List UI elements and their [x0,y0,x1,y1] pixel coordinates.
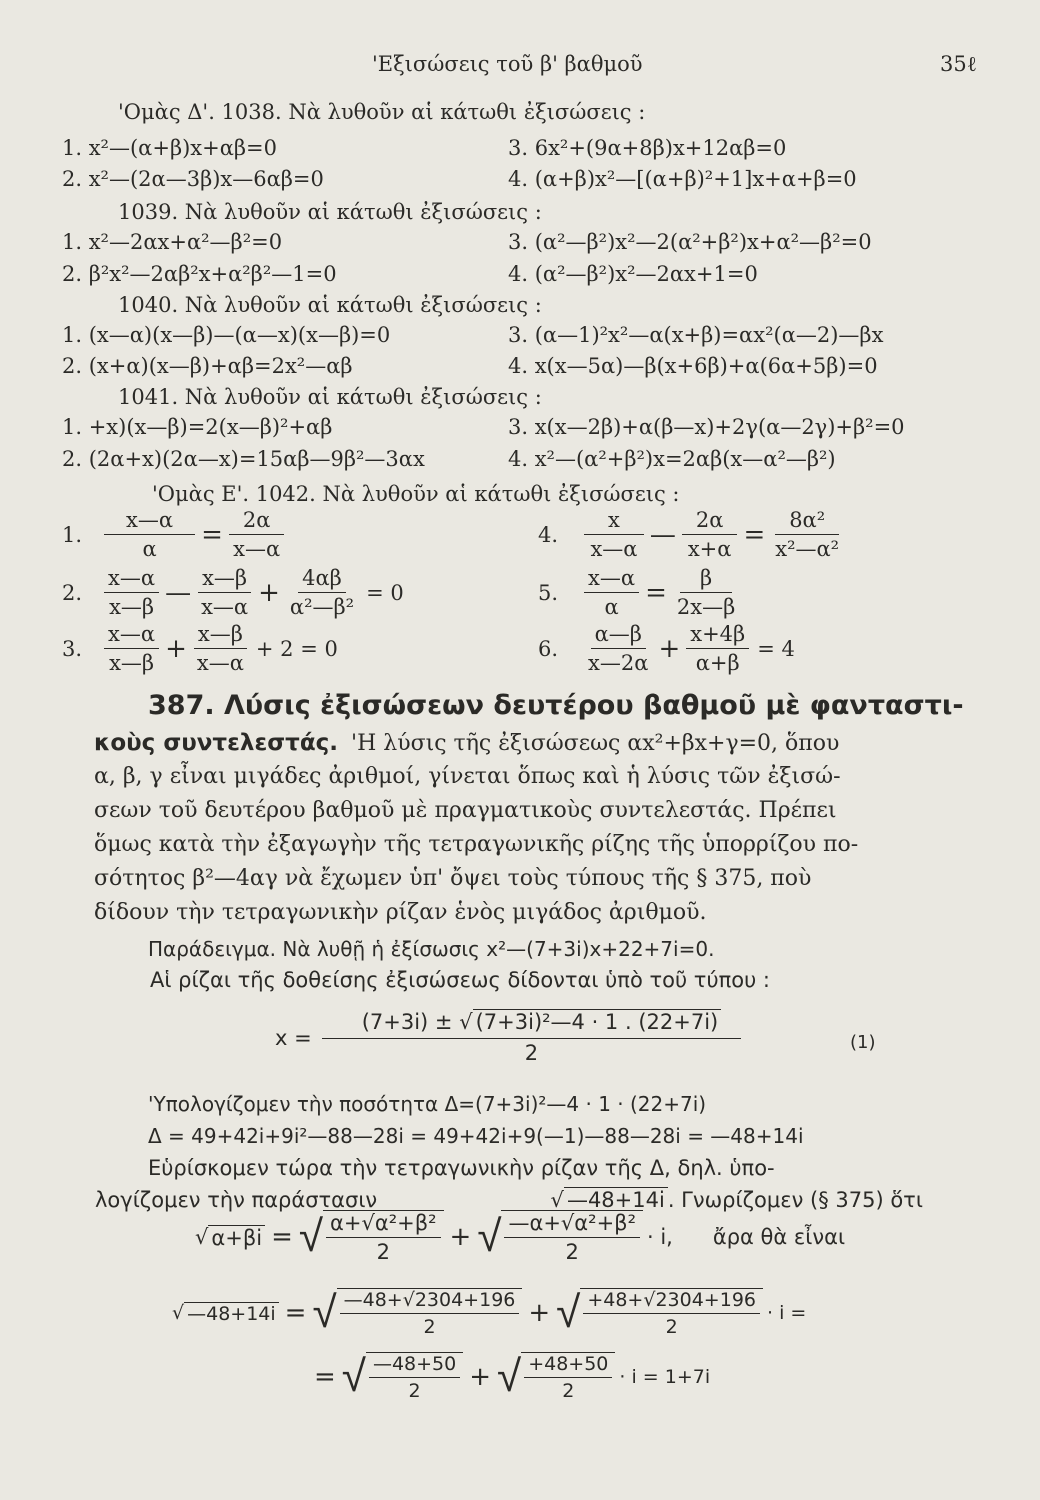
eq-tail: + 2 = 0 [255,636,338,661]
numerator: —α+√α²+β² [504,1211,640,1238]
expression-continuation: . Γνωρίζομεν (§ 375) ὅτι [667,1188,923,1212]
denominator: α [142,537,157,561]
denominator: x—α [196,651,244,675]
imaginary-factor: · i, [646,1225,673,1249]
fraction [580,1288,763,1338]
fraction [104,622,159,675]
eq-tail: = 0 [366,580,404,605]
compute-delta-line: 'Υπολογίζομεν τὴν ποσότητα Δ=(7+3i)²—4 · 1 · (22+7i) [148,1092,707,1116]
numerator: x—α [104,622,159,649]
denominator: α²—β² [289,595,355,619]
denominator: α+β [695,651,740,675]
radicand: (7+3i)²—4 · 1 . (22+7i) [473,1009,722,1034]
numerator: —48+√2304+196 [340,1289,520,1314]
section-paragraph-line-3: σεων τοῦ δευτέρου βαθμοῦ μὲ πραγματικοὺς συντελεστάς. Πρέπει [94,798,837,823]
numerator: α—β [591,622,646,649]
numerator: 2α [229,508,285,535]
heading-1039: 1039. Νὰ λυθοῦν αἱ κάτωθι ἐξισώσεις : [118,200,542,224]
fraction [229,508,285,561]
denominator: x—α [201,595,249,619]
exercise-1038-4: 4. (α+β)x²—[(α+β)²+1]x+α+β=0 [508,167,857,191]
numerator: 2α [682,508,738,535]
numerator: —48+50 [369,1353,460,1378]
fraction [286,566,358,619]
eq-number: 3. [62,636,83,661]
section-title-line-2: κοὺς συντελεστάς. [94,730,339,756]
fraction-equation-3: 3. $\frac{x—\alpha}{x—\beta}$ + $\frac{x—\beta}{x—\alpha}$ + 2 = 0 [62,622,338,675]
fraction [366,1352,463,1402]
exercise-1039-1: 1. x²—2αx+α²—β²=0 [62,230,283,254]
section-paragraph-line-1 [94,730,839,756]
exercise-1041-1: 1. +x)(x—β)=2(x—β)²+αβ [62,415,333,439]
exercise-1039-3: 3. (α²—β²)x²—2(α²+β²)x+α²—β²=0 [508,230,872,254]
fraction [682,508,738,561]
fraction-equation-6: 6. $\frac{\alpha—\beta}{x—2\alpha}$ + $\frac{x+4\beta}{\alpha+\beta}$ = 4 [538,622,795,675]
denominator: x—β [109,651,155,675]
radicand: —48+14i [184,1302,279,1325]
equation-label: (1) [850,1032,876,1053]
radical-sign-icon: √ [195,1225,209,1249]
fraction [104,508,195,561]
fraction [686,622,749,675]
fraction [197,566,252,619]
numerator: x—α [104,566,159,593]
denominator: x—2α [588,651,649,675]
general-root-formula: √ α+βi = √ $\frac{\text{α+√α²+β²}}{2}$ + √ $\frac{\text{—α+√α²+β²}}{2}$ · i, ἄρα θὰ εἶναι [195,1211,846,1264]
denominator: 2x—β [676,595,736,619]
denominator: 2 [562,1380,575,1402]
fraction [584,566,639,619]
group-d-intro: 'Ομὰς Δ'. 1038. Νὰ λυθοῦν αἱ κάτωθι ἐξισώσεις : [118,100,646,124]
denominator: x—β [109,595,155,619]
exercise-1039-2: 2. β²x²—2αβ²x+α²β²—1=0 [62,262,337,286]
fraction [584,622,652,675]
example-roots-intro: Αἱ ρίζαι τῆς δοθείσης ἐξισώσεως δίδονται ὑπὸ τοῦ τύπου : [150,968,770,992]
numerator: x+4β [686,622,749,649]
radical-sign-icon: √ [298,1211,324,1262]
eq-number: 1. [62,522,83,547]
numerator: x—α [104,508,195,535]
denominator: 2 [423,1316,436,1338]
numerator: x—α [584,566,639,593]
radical-sign-icon: √ [172,1302,185,1324]
radical-sign-icon: √ [556,1287,581,1338]
section-paragraph-line-5: σότητος β²—4αγ νὰ ἔχωμεν ὑπ' ὄψει τοὺς τύπους τῆς § 375, ποὺ [94,866,812,891]
numerator: +48+50 [524,1353,612,1378]
denominator: 2 [408,1380,421,1402]
exercise-1040-3: 3. (α—1)²x²—α(x+β)=αx²(α—2)—βx [508,323,884,347]
result-tail: · i = 1+7i [619,1366,711,1388]
fraction [323,1210,444,1264]
denominator: 2 [524,1041,539,1065]
paragraph-text: 'Η λύσις τῆς ἐξισώσεως αx²+βx+γ=0, ὅπου [351,731,840,756]
heading-1041: 1041. Νὰ λυθοῦν αἱ κάτωθι ἐξισώσεις : [118,385,542,409]
therefore-text: ἄρα θὰ εἶναι [712,1225,846,1249]
eq-number: 6. [538,636,559,661]
numerator: x [584,508,644,535]
denominator: x—α [590,537,638,561]
numerator-prefix: (7+3i) ± [361,1010,453,1034]
radical-sign-icon: √ [477,1211,502,1262]
fraction [501,1210,643,1264]
exercise-1041-3: 3. x(x—2β)+α(β—x)+2γ(α—2γ)+β²=0 [508,415,905,439]
numerator: α+√α²+β² [326,1211,441,1238]
radicand: —48+14i [564,1187,668,1212]
exercise-1038-3: 3. 6x²+(9α+8β)x+12αβ=0 [508,136,787,160]
exercise-1040-4: 4. x(x—5α)—β(x+6β)+α(6α+5β)=0 [508,354,878,378]
exercise-1041-2: 2. (2α+x)(2α—x)=15αβ—9β²—3αx [62,447,425,471]
denominator: x—α [233,537,281,561]
fraction [584,508,644,561]
eq-tail: = 4 [757,636,795,661]
x-equals: x = [275,1025,312,1050]
final-root-result: = √ $\frac{—48+50}{2}$ + √ $\frac{+48+50}{2}$ · i = 1+7i [314,1351,711,1402]
radical-sign-icon: √ [459,1010,473,1034]
roots-formula [275,1010,741,1065]
radical-sign-icon: √ [550,1188,564,1212]
denominator: x²—α² [775,537,840,561]
eq-number: 2. [62,580,83,605]
exercise-1039-4: 4. (α²—β²)x²—2αx+1=0 [508,262,758,286]
numerator: x—β [198,566,251,593]
section-paragraph-line-2: α, β, γ εἶναι μιγάδες ἀριθμοί, γίνεται ὅπως καὶ ἡ λύσις τῶν ἐξισώ- [94,764,841,789]
fraction-equation-1: 1. $\frac{x—\alpha}{\alpha}$ = $\frac{2\alpha}{x—\alpha}$ [62,508,284,561]
section-paragraph-line-6: δίδουν τὴν τετραγωνικὴν ρίζαν ἑνὸς μιγάδος ἀριθμοῦ. [94,900,707,925]
numerator: 4αβ [298,566,346,593]
page-header-title: 'Εξισώσεις τοῦ β' βαθμοῦ [372,52,643,76]
concrete-root-formula: √ —48+14i = √ $\frac{—48+√2304+196}{2}$ + √ $\frac{+48+√2304+196}{2}$ · i = [172,1287,807,1338]
example-heading: Παράδειγμα. Νὰ λυθῇ ἡ ἐξίσωσις x²—(7+3i)x+22+7i=0. [148,937,715,961]
numerator: +48+√2304+196 [583,1289,760,1314]
exercise-1040-1: 1. (x—α)(x—β)—(α—x)(x—β)=0 [62,323,391,347]
exercise-1041-4: 4. x²—(α²+β²)x=2αβ(x—α²—β²) [508,447,836,471]
numerator: β [680,566,732,593]
fraction [673,566,739,619]
section-title-line-1: 387. Λύσις ἐξισώσεων δευτέρου βαθμοῦ μὲ φανταστι- [148,690,964,721]
fraction-equation-2: 2. $\frac{x—\alpha}{x—\beta}$ — $\frac{x—\beta}{x—\alpha}$ + $\frac{4\alpha\beta}{\text{α²—β²}}$ = 0 [62,566,404,619]
exercise-1038-2: 2. x²—(2α—3β)x—6αβ=0 [62,167,324,191]
denominator: 2 [665,1316,678,1338]
radical-sign-icon: √ [497,1351,522,1402]
fraction-equation-4: 4. $\frac{x}{x—\alpha}$ — $\frac{2\alpha}{x+\alpha}$ = $\frac{\text{8α²}}{\text{x²—α²}}$ [538,508,843,561]
delta-expansion-line: Δ = 49+42i+9i²—88—28i = 49+42i+9(—1)—88—28i = —48+14i [148,1124,804,1148]
denominator: 2 [565,1240,579,1264]
denominator: α [604,595,619,619]
fraction [337,1288,523,1338]
radicand: α+βi [208,1225,265,1250]
eq-number: 4. [538,522,559,547]
denominator: 2 [376,1240,390,1264]
denominator: x+α [687,537,732,561]
imaginary-factor: · i = [767,1302,807,1324]
group-e-intro: 'Ομὰς Ε'. 1042. Νὰ λυθοῦν αἱ κάτωθι ἐξισώσεις : [152,482,680,506]
fraction [322,1010,742,1065]
section-paragraph-line-4: ὅμως κατὰ τὴν ἐξαγωγὴν τῆς τετραγωνικῆς ρίζης τῆς ὑπορρίζου πο- [94,832,859,857]
fraction-equation-5: 5. $\frac{x—\alpha}{\alpha}$ = $\frac{\beta}{2x—\beta}$ [538,566,739,619]
fraction [771,508,843,561]
fraction [104,566,159,619]
page-number: 35ℓ [940,52,977,76]
numerator [322,1010,742,1039]
radical-sign-icon: √ [312,1287,337,1338]
find-root-line: Εὑρίσκομεν τώρα τὴν τετραγωνικὴν ρίζαν τῆς Δ, δηλ. ὑπο- [148,1156,775,1180]
fraction [193,622,248,675]
numerator: 8α² [775,508,839,535]
expression-line [95,1188,923,1212]
heading-1040: 1040. Νὰ λυθοῦν αἱ κάτωθι ἐξισώσεις : [118,293,542,317]
exercise-1040-2: 2. (x+α)(x—β)+αβ=2x²—αβ [62,354,353,378]
eq-number: 5. [538,580,559,605]
expression-text: λογίζομεν τὴν παράστασιν [95,1188,378,1212]
radical-sign-icon: √ [341,1351,366,1402]
numerator: x—β [194,622,247,649]
exercise-1038-1: 1. x²—(α+β)x+αβ=0 [62,136,277,160]
fraction [521,1352,615,1402]
